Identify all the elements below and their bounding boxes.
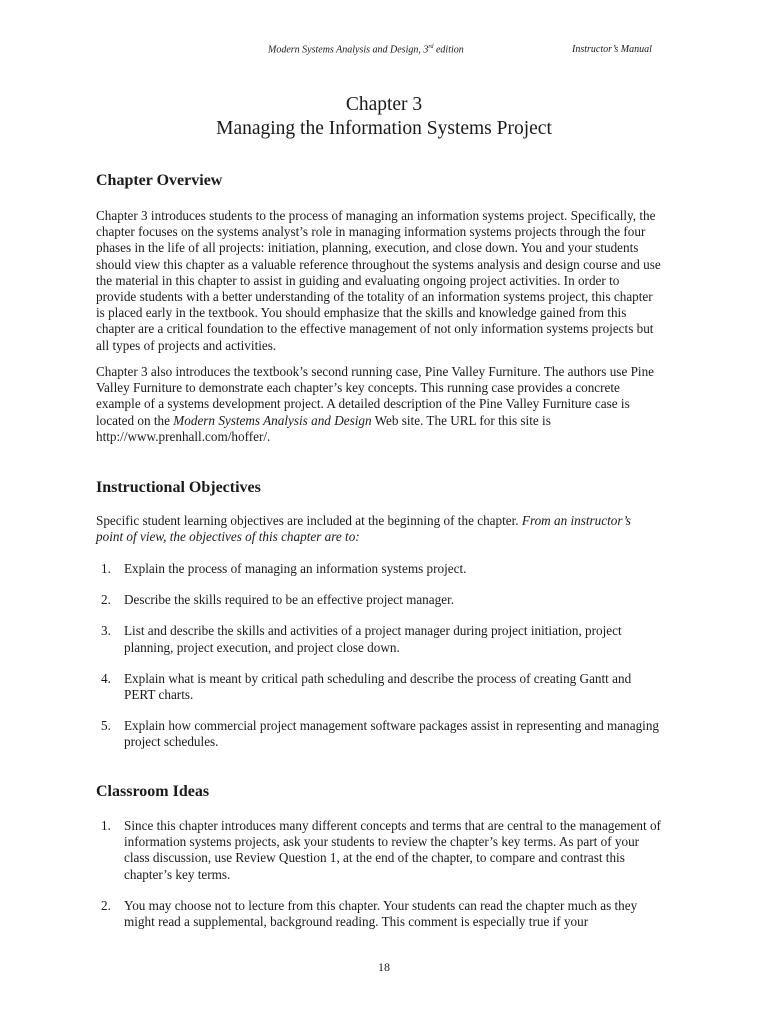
list-item: 1. Since this chapter introduces many different concepts and terms that are central to the management of information systems projects, ask your students to review the chapter’s key terms. As part of your class discussion, use Review Question 1, at the end of the chapter, to compare and contrast this chapter’s key terms.	[101, 818, 661, 882]
header-manual-label: Instructor’s Manual	[572, 44, 652, 55]
header-edition-superscript: rd	[428, 44, 434, 50]
overview-paragraph-1: Chapter 3 introduces students to the process of managing an information systems project. Specifically, the chapter focuses on the systems analyst’s role in managing information systems projects through the four phases in the life of all projects: initiation, planning, execution, and close down. You and your students should view this chapter as a valuable reference throughout the systems analysis and design course and use the material in this chapter to assist in guiding and evaluating ongoing project activities. In order to provide students with a better understanding of the totality of an information systems project, this chapter is placed early in the textbook. You should emphasize that the skills and knowledge gained from this chapter are a critical foundation to the effective management of not only information systems projects but all types of projects and activities.	[96, 208, 661, 353]
chapter-number: Chapter 3	[345, 94, 423, 115]
overview-paragraph-2: Chapter 3 also introduces the textbook’s second running case, Pine Valley Furniture. The authors use Pine Valley Furniture to demonstrate each chapter’s key concepts. This running case provides a concrete example of a systems development project. A detailed description of the Pine Valley Furniture case is located on the Modern Systems Analysis and Design Web site. The URL for this site is http://www.prenhall.com/hoffer/.	[96, 364, 655, 444]
list-item: 3. List and describe the skills and activities of a project manager during project initiation, project planning, project execution, and project close down.	[101, 623, 622, 655]
list-item: 2. You may choose not to lecture from this chapter. Your students can read the chapter much as they might read a supplemental, background reading. This comment is especially true if your	[101, 897, 638, 930]
classroom-ideas-list	[96, 818, 661, 945]
chapter-overview-heading: Chapter Overview	[96, 172, 223, 189]
chapter-title-block	[0, 93, 768, 141]
list-item: 1. Explain the process of managing an information systems project.	[101, 561, 467, 576]
classroom-ideas-heading: Classroom Ideas	[96, 783, 210, 800]
instructional-objectives-heading: Instructional Objectives	[96, 479, 261, 496]
header-book-title: Modern Systems Analysis and Design, 3rd edition	[268, 44, 464, 56]
running-header	[0, 44, 768, 60]
list-item: 5. Explain how commercial project management software packages assist in representing and managing project schedules.	[101, 718, 660, 750]
page-number: 18	[378, 960, 390, 974]
objectives-list	[96, 561, 661, 766]
list-item: 4. Explain what is meant by critical path scheduling and describe the process of creating Gantt and PERT charts.	[101, 670, 632, 703]
chapter-title: Managing the Information Systems Project	[216, 118, 552, 139]
list-item: 2. Describe the skills required to be an effective project manager.	[101, 592, 455, 608]
objectives-intro: Specific student learning objectives are included at the beginning of the chapter. From an instructor’s point of view, the objectives of this chapter are to:	[96, 513, 631, 545]
objectives-intro-italic: From an instructor’s point of view, the objectives of this chapter are to:	[96, 513, 631, 545]
book-title-italic: Modern Systems Analysis and Design	[173, 412, 372, 428]
